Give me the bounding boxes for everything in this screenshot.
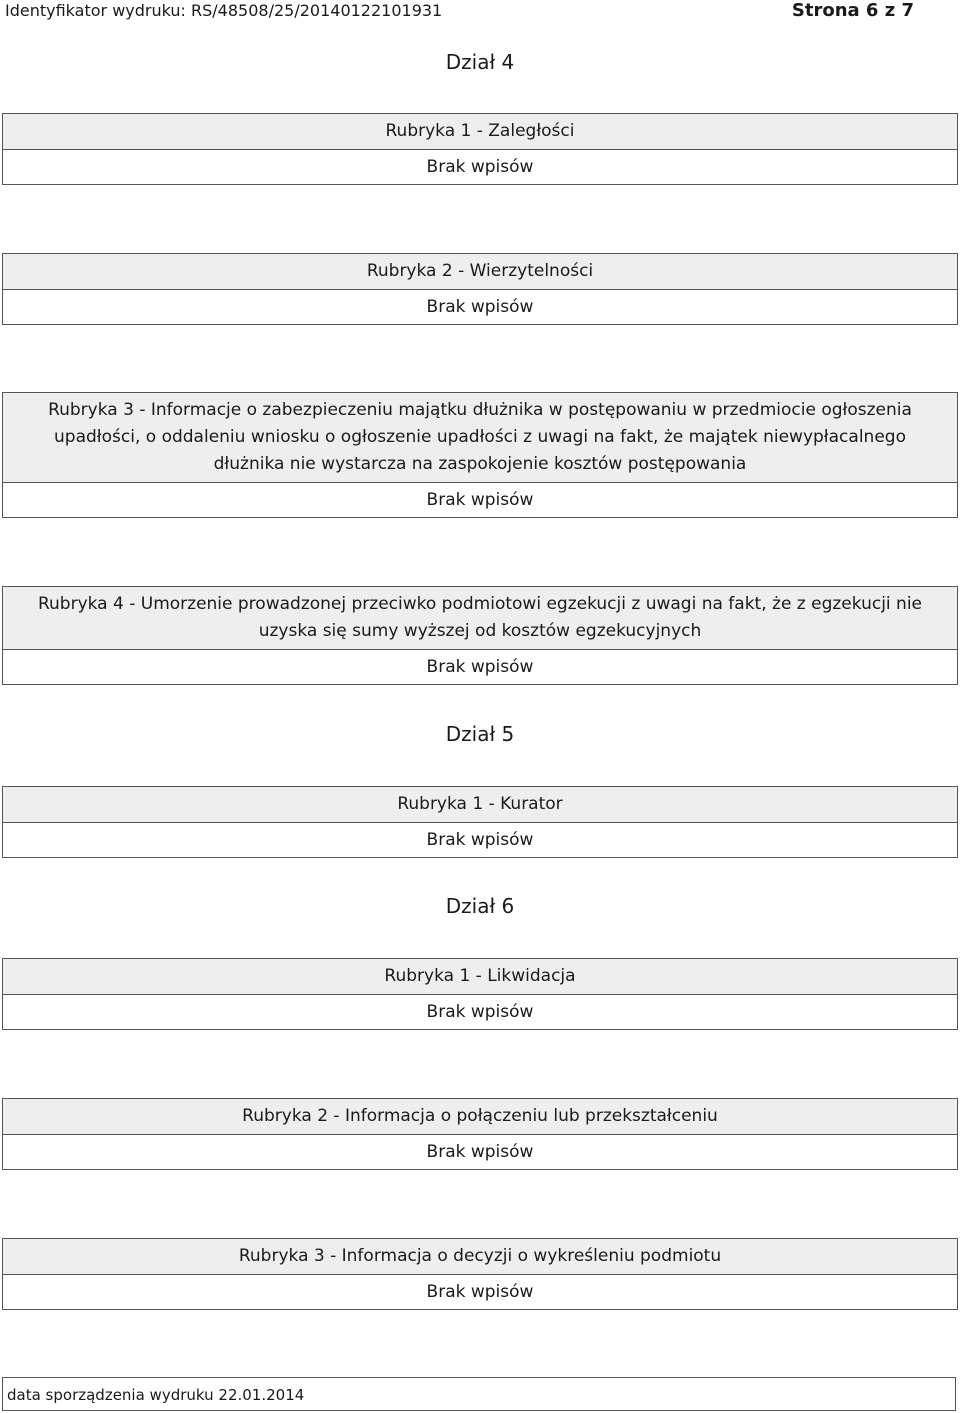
rubryka-box-wierzytelnosci xyxy=(2,253,958,325)
rubryka-title: Rubryka 1 - Kurator xyxy=(3,787,957,823)
section-title-dzial-6: Dział 6 xyxy=(445,894,515,918)
rubryka-title: Rubryka 4 - Umorzenie prowadzonej przeciwko podmiotowi egzekucji z uwagi na fakt, że z egzekucji nie uzyska się sumy wyższej od kosztów egzekucyjnych xyxy=(3,587,957,650)
rubryka-title: Rubryka 3 - Informacje o zabezpieczeniu majątku dłużnika w postępowaniu w przedmiocie ogłoszenia upadłości, o oddaleniu wniosku o ogłoszenie upadłości z uwagi na fakt, że majątek niewypłacalnego dłużnika nie wystarcza na zaspokojenie kosztów postępowania xyxy=(3,393,957,483)
print-identifier: Identyfikator wydruku: RS/48508/25/20140122101931 xyxy=(5,1,443,20)
rubryka-value: Brak wpisów xyxy=(426,1002,534,1022)
rubryka-title: Rubryka 1 - Zaległości xyxy=(3,114,957,150)
rubryka-box-umorzenie xyxy=(2,586,958,685)
page-number: Strona 6 z 7 xyxy=(791,0,914,21)
section-title-dzial-4: Dział 4 xyxy=(445,50,515,74)
rubryka-title: Rubryka 2 - Informacja o połączeniu lub przekształceniu xyxy=(3,1099,957,1135)
rubryka-box-kurator xyxy=(2,786,958,858)
rubryka-value: Brak wpisów xyxy=(426,830,534,850)
rubryka-value: Brak wpisów xyxy=(426,657,534,677)
section-title-dzial-5: Dział 5 xyxy=(445,722,515,746)
rubryka-box-zaleglosci xyxy=(2,113,958,185)
rubryka-title: Rubryka 3 - Informacja o decyzji o wykreśleniu podmiotu xyxy=(3,1239,957,1275)
rubryka-value: Brak wpisów xyxy=(426,1142,534,1162)
rubryka-box-wykreslenie xyxy=(2,1238,958,1310)
rubryka-title: Rubryka 2 - Wierzytelności xyxy=(3,254,957,290)
rubryka-value: Brak wpisów xyxy=(426,297,534,317)
rubryka-box-zabezpieczenie xyxy=(2,392,958,518)
rubryka-title: Rubryka 1 - Likwidacja xyxy=(3,959,957,995)
rubryka-value: Brak wpisów xyxy=(426,490,534,510)
print-date-footer: data sporządzenia wydruku 22.01.2014 xyxy=(2,1377,956,1411)
rubryka-box-likwidacja xyxy=(2,958,958,1030)
rubryka-value: Brak wpisów xyxy=(426,1282,534,1302)
rubryka-value: Brak wpisów xyxy=(426,157,534,177)
rubryka-box-polaczenie xyxy=(2,1098,958,1170)
